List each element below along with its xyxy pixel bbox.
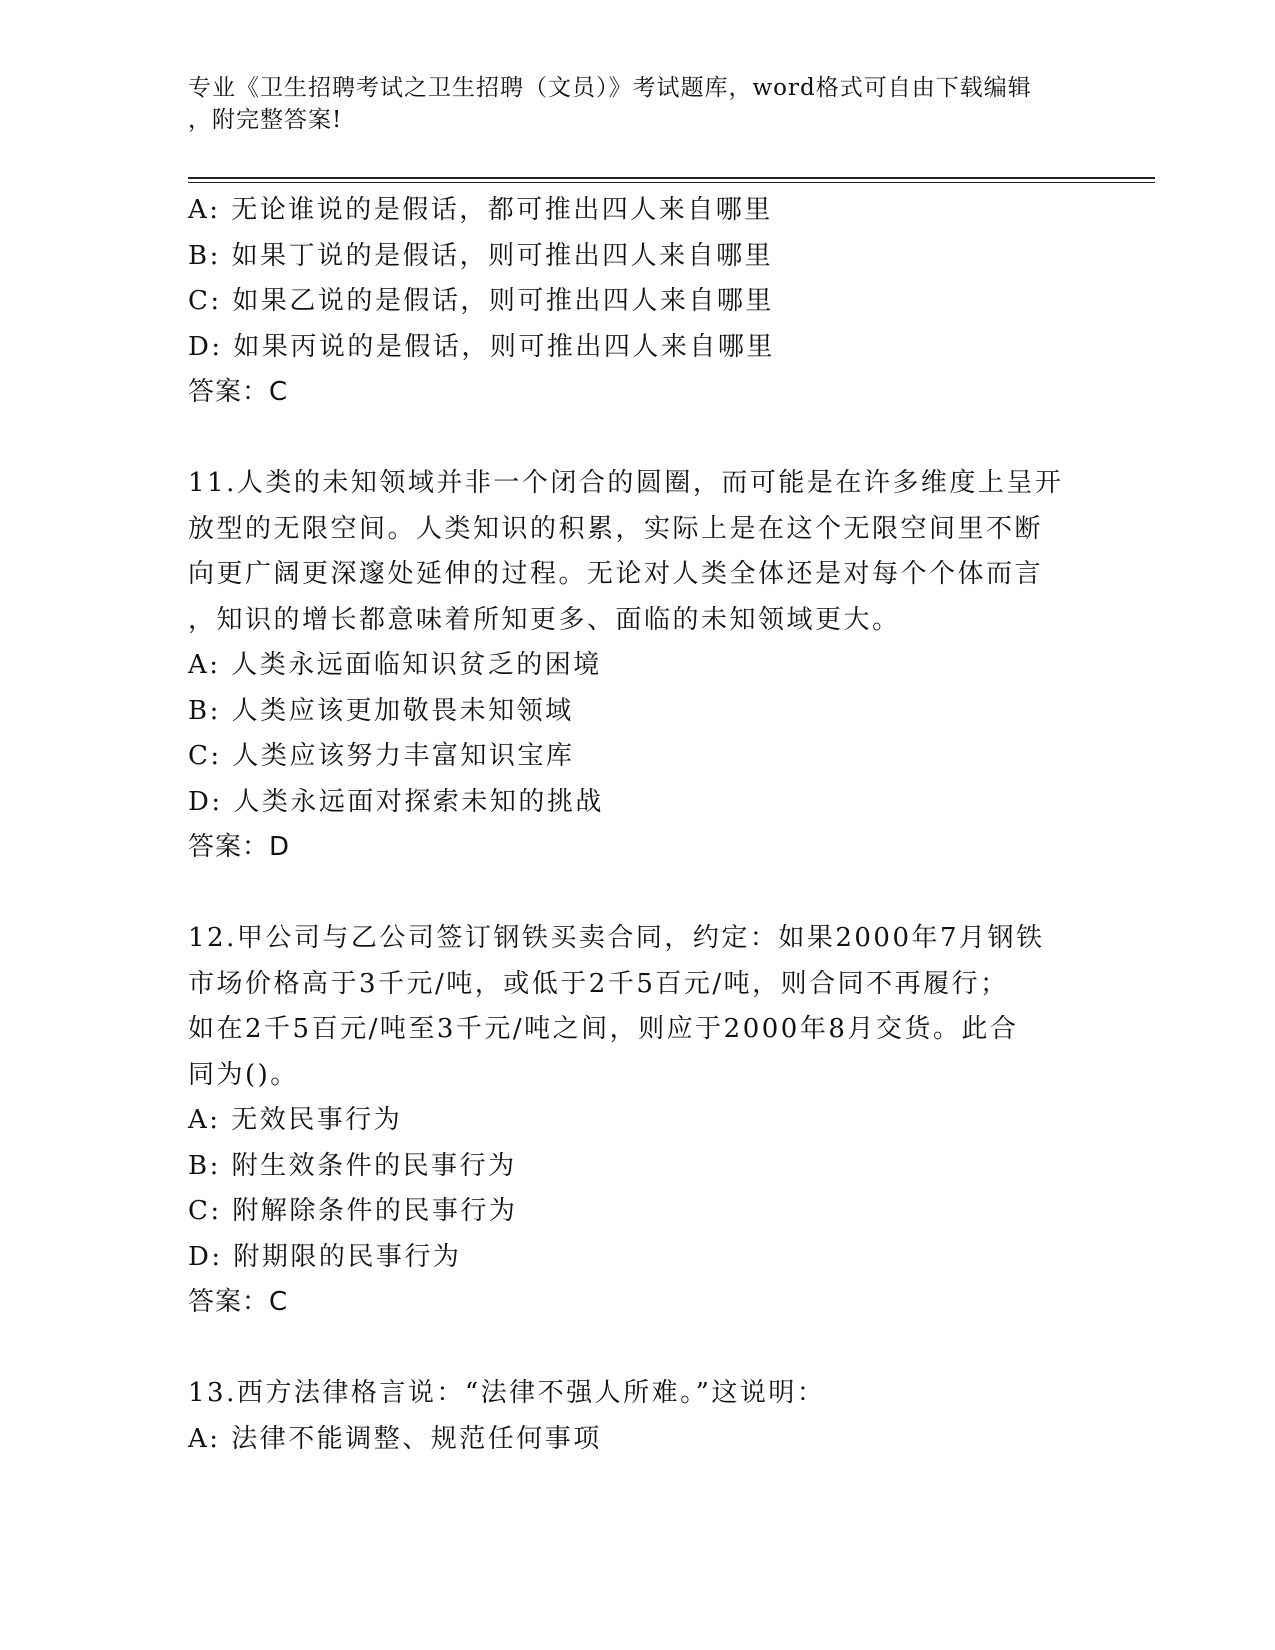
option-b: B: 如果丁说的是假话，则可推出四人来自哪里 [188,240,774,271]
question-stem-line: 同为()。 [188,1059,299,1090]
option-b: B: 人类应该更加敬畏未知领域 [188,695,574,726]
question-stem-line: ，知识的增长都意味着所知更多、面临的未知领域更大。 [188,604,901,635]
question-stem-line: 如在2千5百元/吨至3千元/吨之间，则应于2000年8月交货。此合 [188,1014,1019,1044]
question-stem-line: 11.人类的未知领域并非一个闭合的圆圈，而可能是在许多维度上呈开 [188,468,1064,498]
spacer [188,871,1088,917]
spacer [188,1326,1088,1372]
document-header [188,72,1088,136]
option-d: D: 附期限的民事行为 [188,1241,462,1272]
header-divider-thin [188,182,1155,183]
option-c: C: 附解除条件的民事行为 [188,1196,518,1226]
answer: 答案：D [188,832,291,862]
header-line-2: ，附完整答案! [188,107,343,133]
header-divider-thick [188,177,1155,179]
question-stem-line: 12.甲公司与乙公司签订钢铁买卖合同，约定：如果2000年7月钢铁 [188,923,1045,953]
question-stem-line: 向更广阔更深邃处延伸的过程。无论对人类全体还是对每个个体而言 [188,559,1044,589]
option-a: A: 法律不能调整、规范任何事项 [188,1423,602,1454]
option-b: B: 附生效条件的民事行为 [188,1150,517,1181]
question-12 [188,916,1088,1326]
option-a: A: 无论谁说的是假话，都可推出四人来自哪里 [188,195,773,225]
question-10 [188,188,1088,416]
answer: 答案：C [188,1287,289,1317]
question-13 [188,1371,1088,1462]
spacer [188,416,1088,462]
option-a: A: 无效民事行为 [188,1105,403,1135]
header-line-1: 专业《卫生招聘考试之卫生招聘（文员）》考试题库，word格式可自由下载编辑 [188,75,1032,101]
option-a: A: 人类永远面临知识贫乏的困境 [188,650,602,680]
option-c: C: 如果乙说的是假话，则可推出四人来自哪里 [188,286,774,316]
option-c: C: 人类应该努力丰富知识宝库 [188,741,575,771]
question-11 [188,461,1088,871]
document-body [188,188,1088,1462]
question-stem-line: 市场价格高于3千元/吨，或低于2千5百元/吨，则合同不再履行； [188,968,1009,999]
option-d: D: 如果丙说的是假话，则可推出四人来自哪里 [188,331,775,362]
option-d: D: 人类永远面对探索未知的挑战 [188,786,604,817]
answer: 答案：C [188,377,289,407]
question-stem-line: 放型的无限空间。人类知识的积累，实际上是在这个无限空间里不断 [188,513,1044,544]
question-stem-line: 13.西方法律格言说：“法律不强人所难。”这说明： [188,1378,826,1408]
